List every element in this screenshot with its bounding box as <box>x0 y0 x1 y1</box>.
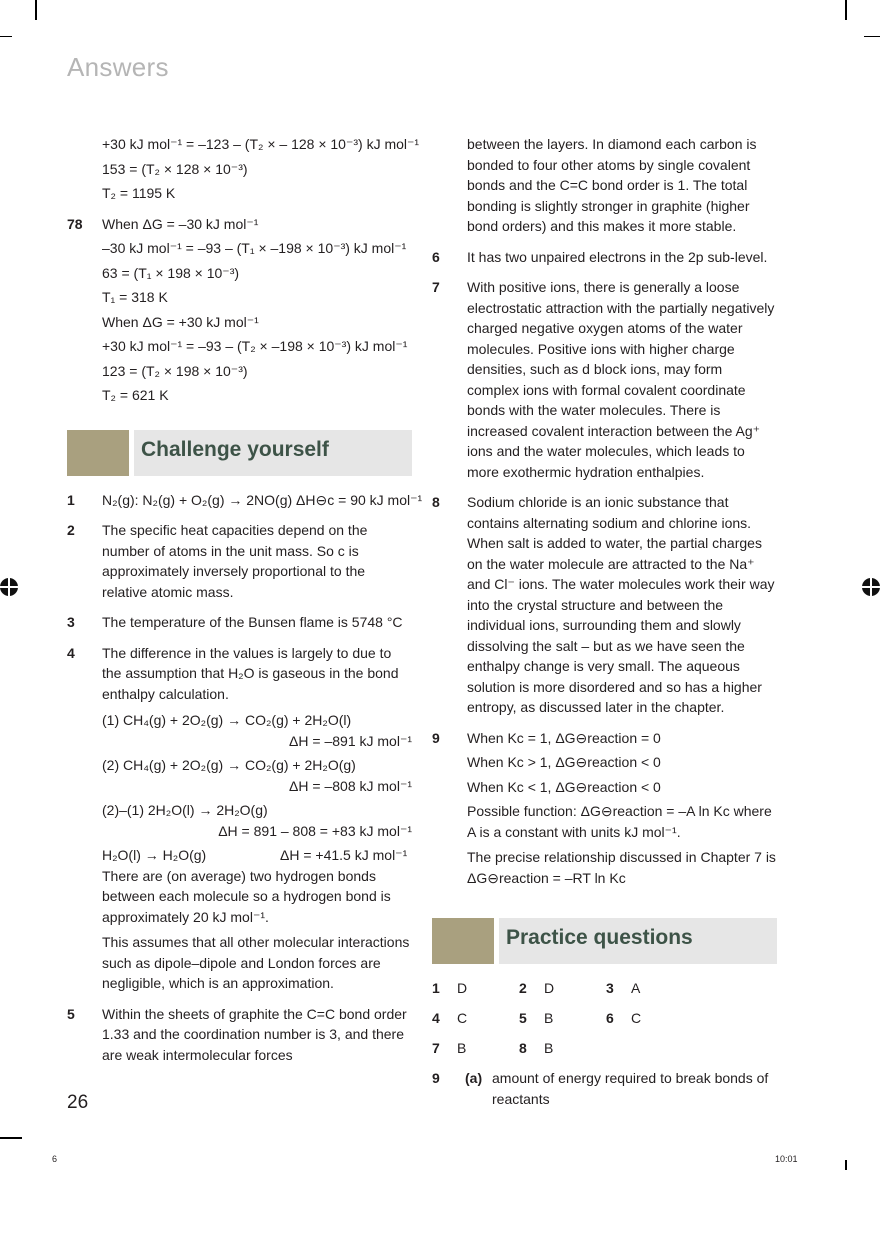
answer-number: 8 <box>519 1040 527 1056</box>
crop-mark <box>845 0 847 20</box>
registration-mark-icon <box>862 578 880 596</box>
answer-number: 78 <box>67 215 83 232</box>
answer-text: The specific heat capacities depend on the number of atoms in the unit mass. So c is approximately inversely proportional to the relative atomic mass. <box>102 522 368 600</box>
answer-77-continued <box>67 134 420 204</box>
answer-number: 7 <box>432 279 440 295</box>
challenge-5-continued <box>432 134 777 237</box>
section-title: Practice questions <box>506 926 693 949</box>
equation: (2)–(1) 2H₂O(l) → 2H₂O(g) <box>102 802 268 818</box>
text-line: –30 kJ mol⁻¹ = –93 – (T₁ × –198 × 10⁻³) kJ mol⁻¹ <box>102 240 407 256</box>
answer-number: 3 <box>606 980 614 996</box>
section-color-block <box>432 918 494 964</box>
challenge-1 <box>67 490 423 511</box>
answer-letter: B <box>544 1010 554 1026</box>
left-column <box>67 134 423 1065</box>
equation: (2) CH₄(g) + 2O₂(g) → CO₂(g) + 2H₂O(g) <box>102 757 356 773</box>
answer-letter: D <box>544 980 555 996</box>
challenge-4 <box>67 643 412 994</box>
text-line: 63 = (T₁ × 198 × 10⁻³) <box>102 264 240 281</box>
text-line: When Kc > 1, ΔG⊖reaction < 0 <box>467 754 661 770</box>
text-line: T₂ = 1195 K <box>102 185 176 201</box>
crop-mark <box>845 1160 847 1170</box>
practice-answer <box>519 1038 606 1068</box>
section-header-challenge <box>67 430 412 476</box>
text-line: +30 kJ mol⁻¹ = –123 – (T₂ × – 128 × 10⁻³) kJ mol⁻¹ <box>102 136 420 152</box>
answer-number: 6 <box>606 1010 614 1026</box>
answer-text: between the layers. In diamond each carbon is bonded to four other atoms by single covalent bonds and the C=C bond order is 1. The total bonding is slightly stronger in graphite (higher bond orders) and this makes it more stable. <box>467 136 757 234</box>
answer-number: 5 <box>67 1005 75 1022</box>
answer-text: Within the sheets of graphite the C=C bond order 1.33 and the coordination number is 3, and there are weak intermolecular forces <box>102 1005 407 1063</box>
answer-number: 8 <box>432 494 440 510</box>
challenge-5 <box>67 1004 412 1066</box>
text-line: When ΔG = –30 kJ mol⁻¹ <box>102 215 259 232</box>
answer-text: With positive ions, there is generally a loose electrostatic attraction with the partially negatively charged negative oxygen atoms of the water molecules. Positive ions with higher charge densities, such as d block ions, may form complex ions with formal covalent coordinate bonds with the water molecules. There is increased covalent interaction between the Ag⁺ ions and the water molecules, which leads to more exothermic hydration enthalpies. <box>467 279 775 480</box>
equation: H₂O(l) → H₂O(g) <box>102 847 207 863</box>
answer-number: 2 <box>67 522 75 538</box>
right-column <box>432 134 777 1109</box>
text-line: +30 kJ mol⁻¹ = –93 – (T₂ × –198 × 10⁻³) kJ mol⁻¹ <box>102 338 408 354</box>
enthalpy-value: ΔH = –891 kJ mol⁻¹ <box>289 732 412 749</box>
practice-9 <box>432 1068 777 1109</box>
footer-time: 10:01 <box>775 1154 798 1164</box>
text-line: The precise relationship discussed in Chapter 7 is ΔG⊖reaction = –RT ln Kc <box>467 849 776 886</box>
section-color-block <box>67 430 129 476</box>
answer-number: 1 <box>432 980 440 996</box>
enthalpy-value: ΔH = +41.5 kJ mol⁻¹ <box>280 847 408 863</box>
crop-mark <box>864 36 880 37</box>
crop-mark <box>35 0 37 20</box>
answer-text: amount of energy required to break bonds of reactants <box>492 1070 769 1107</box>
practice-answer <box>519 978 606 1008</box>
answer-letter: C <box>631 1010 642 1026</box>
answer-number: 9 <box>432 1070 440 1086</box>
text-line: 123 = (T₂ × 198 × 10⁻³) <box>102 362 248 379</box>
answer-number: 1 <box>67 491 75 508</box>
answer-text: This assumes that all other molecular interactions such as dipole–dipole and London forces are negligible, which is an approximation. <box>102 934 410 991</box>
text-line: When Kc < 1, ΔG⊖reaction < 0 <box>467 778 661 795</box>
practice-answer <box>519 1008 606 1038</box>
answer-text: The temperature of the Bunsen flame is 5748 °C <box>102 614 403 630</box>
challenge-7 <box>432 277 777 482</box>
enthalpy-value: ΔH = 891 – 808 = +83 kJ mol⁻¹ <box>218 822 412 839</box>
equation: (1) CH₄(g) + 2O₂(g) → CO₂(g) + 2H₂O(l) <box>102 712 352 728</box>
challenge-9 <box>432 728 777 889</box>
page-number: 26 <box>67 1092 89 1113</box>
section-title: Challenge yourself <box>141 437 329 461</box>
page-header-title: Answers <box>67 52 169 82</box>
answer-text: N₂(g): N₂(g) + O₂(g) → 2NO(g) ΔH⊖c = 90 kJ mol⁻¹ <box>102 491 423 508</box>
registration-mark-icon <box>0 578 18 596</box>
answer-number: 3 <box>67 614 75 630</box>
text-line: When ΔG = +30 kJ mol⁻¹ <box>102 313 259 330</box>
answer-letter: D <box>457 980 468 996</box>
practice-answer <box>432 978 519 1008</box>
answer-text: There are (on average) two hydrogen bonds between each molecule so a hydrogen bond is approximately 20 kJ mol⁻¹. <box>102 867 391 925</box>
answer-text: Sodium chloride is an ionic substance that contains alternating sodium and chlorine ions. When salt is added to water, the partial charges on the water molecule are attracted to the Na⁺ and Cl⁻ ions. The water molecules work their way into the crystal structure and between the individual ions, surrounding them and slowly dissolving the salt – but as we have seen the enthalpy change is very small. The aqueous solution is more disordered and so has a higher entropy, as discussed later in the chapter. <box>467 494 775 715</box>
challenge-3 <box>67 612 412 633</box>
text-line: When Kc = 1, ΔG⊖reaction = 0 <box>467 729 661 746</box>
answer-number: 2 <box>519 980 527 996</box>
answer-letter: B <box>544 1040 554 1056</box>
challenge-8 <box>432 492 777 718</box>
answer-part: (a) <box>465 1070 483 1086</box>
challenge-2 <box>67 520 412 602</box>
practice-answers-grid <box>432 978 777 1068</box>
crop-mark <box>0 36 12 37</box>
answer-number: 7 <box>432 1040 440 1056</box>
text-line: Possible function: ΔG⊖reaction = –A ln Kc where A is a constant with units kJ mol⁻¹. <box>467 803 772 840</box>
practice-answer <box>606 1008 693 1038</box>
answer-number: 9 <box>432 729 440 746</box>
enthalpy-value: ΔH = –808 kJ mol⁻¹ <box>289 777 412 794</box>
section-header-practice <box>432 918 777 964</box>
text-line: T₁ = 318 K <box>102 289 168 305</box>
text-line: T₂ = 621 K <box>102 387 169 403</box>
answer-number: 4 <box>67 644 75 661</box>
practice-answer <box>432 1008 519 1038</box>
practice-answer <box>432 1038 519 1068</box>
answer-letter: A <box>631 980 641 996</box>
footer-left: 6 <box>52 1154 58 1164</box>
answer-text: It has two unpaired electrons in the 2p sub-level. <box>467 248 768 265</box>
challenge-6 <box>432 247 777 268</box>
answer-text: The difference in the values is largely to due to the assumption that H₂O is gaseous in the bond enthalpy calculation. <box>102 644 399 702</box>
answer-number: 5 <box>519 1010 527 1026</box>
answer-78 <box>67 214 412 406</box>
equation-row <box>102 845 412 866</box>
answer-letter: C <box>457 1010 468 1026</box>
text-line: 153 = (T₂ × 128 × 10⁻³) <box>102 160 248 177</box>
practice-answer <box>606 978 693 1008</box>
answer-letter: B <box>457 1040 467 1056</box>
answer-number: 6 <box>432 248 440 265</box>
crop-mark <box>0 1137 22 1139</box>
answer-number: 4 <box>432 1010 440 1026</box>
